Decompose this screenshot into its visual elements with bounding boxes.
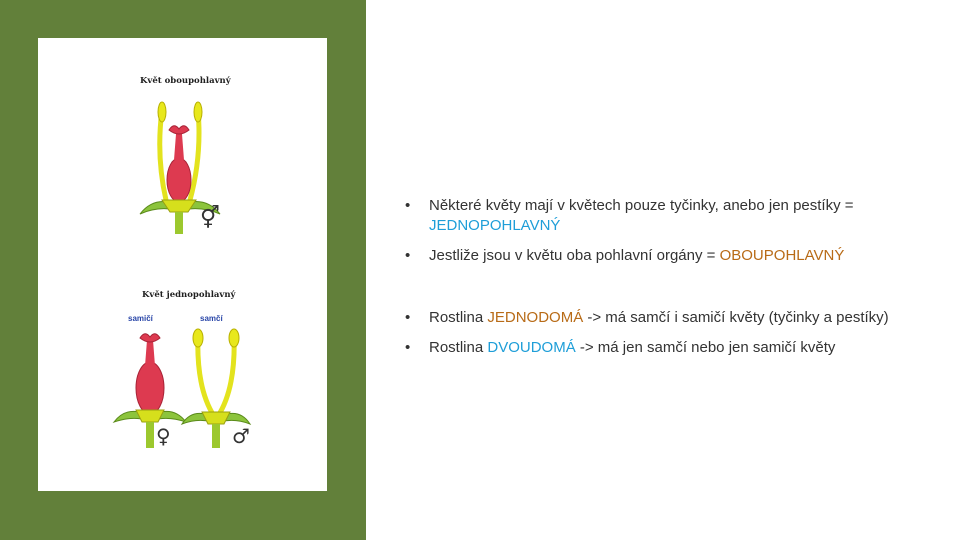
flower-diagram-card (38, 38, 327, 491)
pistil-stigma (169, 126, 189, 134)
bullet-4-text-after: -> má jen samčí nebo jen samičí květy (575, 339, 836, 356)
female-symbol: ♀ (156, 424, 171, 448)
bullet-marker: • (405, 339, 411, 356)
bullet-3-text-after: -> má samčí i samičí květy (tyčinky a pestíky) (583, 309, 889, 326)
bullet-2-text: Jestliže jsou v květu oba pohlavní orgány = (429, 247, 720, 264)
bullet-4-text: Rostlina (429, 339, 488, 356)
male-label: samčí (200, 314, 223, 323)
receptacle (162, 200, 196, 212)
pistil-ovary (167, 158, 191, 202)
flower-stem (175, 212, 183, 234)
left-green-panel (0, 0, 366, 540)
female-receptacle (136, 410, 164, 422)
bullet-item-3 (405, 308, 905, 328)
female-ovary (136, 362, 164, 414)
bullet-item-2 (405, 246, 905, 266)
bullet-4-highlight: DVOUDOMÁ (487, 339, 576, 356)
male-symbol: ♂ (232, 424, 250, 448)
unisexual-flower-heading: Květ jednopohlavný (142, 290, 236, 300)
female-label: samičí (128, 314, 153, 323)
bullet-item-1 (405, 196, 905, 236)
bullet-2-highlight: OBOUPOHLAVNÝ (719, 247, 845, 264)
anther-left (158, 102, 166, 122)
bullet-3-highlight: JEDNODOMÁ (487, 309, 584, 326)
female-style (145, 340, 155, 366)
stamen-right (190, 110, 199, 200)
female-stigma (140, 334, 160, 342)
pistil-style (174, 134, 184, 160)
male-anther-left (193, 329, 203, 347)
male-stem (212, 424, 220, 448)
male-anther-right (229, 329, 239, 347)
anther-right (194, 102, 202, 122)
bullet-1-text: Některé květy mají v květech pouze tyčinky, anebo jen pestíky = (429, 197, 854, 214)
bullet-1-highlight: JEDNOPOHLAVNÝ (429, 217, 561, 234)
stamen-left (160, 110, 166, 200)
hermaphrodite-symbol: ⚥ (200, 206, 220, 231)
bisexual-flower-heading: Květ oboupohlavný (140, 76, 231, 86)
female-stem (146, 422, 154, 448)
male-receptacle (202, 412, 230, 424)
bullet-marker: • (405, 247, 411, 264)
bullet-item-4 (405, 338, 905, 358)
bullet-3-text: Rostlina (429, 309, 488, 326)
bullet-marker: • (405, 197, 411, 214)
bullet-marker: • (405, 309, 411, 326)
bullet-list (405, 196, 905, 358)
